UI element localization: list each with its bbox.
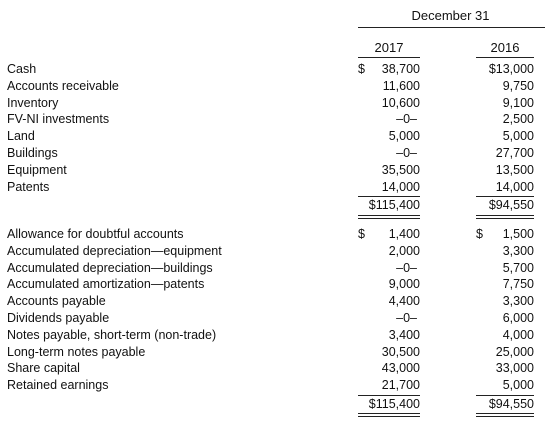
table-row [0,95,548,111]
value-2016-cell [476,78,534,94]
account-label: Notes payable, short-term (non-trade) [7,327,217,342]
value-2016-cell [476,61,534,77]
amount: 9,100 [502,95,534,110]
amount: 14,000 [381,179,420,194]
amount: $94,550 [488,397,534,411]
amount: –0– [396,311,417,325]
amount: 5,000 [388,129,420,144]
value-2016-cell [476,377,534,393]
value-2017-cell [358,360,420,376]
value-2016-cell [476,162,534,178]
amount: 1,500 [502,227,534,241]
amount: 9,750 [502,78,534,93]
amount: –0– [396,260,417,275]
amount: 11,600 [382,78,420,93]
account-label: Accounts receivable [7,78,119,93]
dollar-sign: $ [358,227,365,241]
account-label: Allowance for doubtful accounts [7,227,184,241]
amount: 14,000 [495,179,534,194]
value-2017-cell [358,128,420,144]
value-2016-cell [476,243,534,259]
amount: 25,000 [495,344,534,359]
amount: 21,700 [381,378,420,393]
value-2016-cell [476,360,534,376]
amount: –0– [396,112,417,127]
table-row [0,260,548,276]
value-2017-cell [358,61,420,77]
value-2017-cell [358,327,420,343]
amount: $115,400 [368,198,420,213]
account-label: Accounts payable [7,294,106,309]
year-2017-rule [358,57,420,58]
value-2016-cell [476,396,534,412]
amount: 10,600 [381,95,420,110]
account-label: FV-NI investments [7,112,110,127]
account-label: Accumulated depreciation—buildings [7,260,213,275]
amount: 2,500 [502,112,534,127]
account-label: Equipment [7,162,67,177]
amount: 1,400 [388,227,420,241]
table-row [0,243,548,259]
table-row [0,111,548,127]
total-double-rule [476,215,534,219]
value-2016-cell [476,179,534,195]
amount: 38,700 [381,62,420,76]
amount: 9,000 [388,277,420,292]
table-row [0,377,548,393]
value-2016-cell [476,344,534,360]
account-label: Share capital [7,361,80,376]
amount: 43,000 [381,361,420,376]
table-row [0,276,548,292]
amount: 4,400 [388,294,420,309]
value-2017-cell [358,95,420,111]
dollar-sign: $ [358,62,365,76]
amount: 6,000 [502,311,534,325]
table-row [0,162,548,178]
amount: 35,500 [381,162,420,177]
value-2017-cell [358,197,420,213]
table-row [0,396,548,412]
value-2016-cell [476,95,534,111]
value-2016-cell [476,226,534,242]
amount: 3,300 [502,243,534,258]
table-row [0,61,548,77]
table-row [0,128,548,144]
value-2017-cell [358,226,420,242]
value-2016-cell [476,327,534,343]
table-row [0,179,548,195]
table-row [0,78,548,94]
value-2017-cell [358,276,420,292]
value-2016-cell [476,276,534,292]
account-label: Land [7,129,35,144]
table-row [0,310,548,326]
account-label: Buildings [7,146,58,160]
account-label: Cash [7,62,37,76]
table-row [0,344,548,360]
value-2016-cell [476,145,534,161]
column-group-title: December 31 [411,8,490,23]
table-row [0,293,548,309]
amount: 33,000 [495,361,534,376]
value-2017-cell [358,293,420,309]
amount: 5,000 [502,129,534,144]
value-2016-cell [476,197,534,213]
year-2016-rule [476,57,534,58]
value-2017-cell [358,396,420,412]
value-2017-cell [358,111,420,127]
amount: 13,500 [495,162,534,177]
table-row [0,145,548,161]
value-2017-cell [358,243,420,259]
account-label: Patents [7,179,50,194]
amount: 3,400 [388,327,420,342]
account-label: Dividends payable [7,311,110,325]
amount: 5,700 [502,260,534,275]
amount: $13,000 [488,62,534,76]
table-row [0,226,548,242]
value-2017-cell [358,260,420,276]
account-label: Accumulated depreciation—equipment [7,243,222,258]
value-2017-cell [358,179,420,195]
value-2017-cell [358,145,420,161]
total-double-rule [358,215,420,219]
total-double-rule [476,413,534,417]
account-label: Inventory [7,95,59,110]
value-2016-cell [476,310,534,326]
value-2017-cell [358,78,420,94]
header-rule [358,27,545,28]
amount: 3,300 [502,294,534,309]
value-2017-cell [358,344,420,360]
amount: $115,400 [368,397,420,411]
value-2016-cell [476,111,534,127]
amount: 2,000 [388,243,420,258]
amount: 7,750 [502,277,534,292]
dollar-sign: $ [476,227,483,241]
account-label: Accumulated amortization—patents [7,277,205,292]
amount: 4,000 [502,327,534,342]
value-2017-cell [358,162,420,178]
table-row [0,327,548,343]
amount: $94,550 [488,198,534,213]
year-2016-header: 2016 [490,40,520,55]
value-2016-cell [476,128,534,144]
value-2017-cell [358,377,420,393]
value-2016-cell [476,293,534,309]
amount: –0– [396,146,417,160]
table-row [0,360,548,376]
value-2016-cell [476,260,534,276]
value-2017-cell [358,310,420,326]
account-label: Long-term notes payable [7,344,146,359]
amount: 30,500 [381,344,420,359]
total-double-rule [358,413,420,417]
account-label: Retained earnings [7,378,109,393]
table-row [0,197,548,213]
amount: 5,000 [502,378,534,393]
year-2017-header: 2017 [374,40,404,55]
amount: 27,700 [495,146,534,160]
